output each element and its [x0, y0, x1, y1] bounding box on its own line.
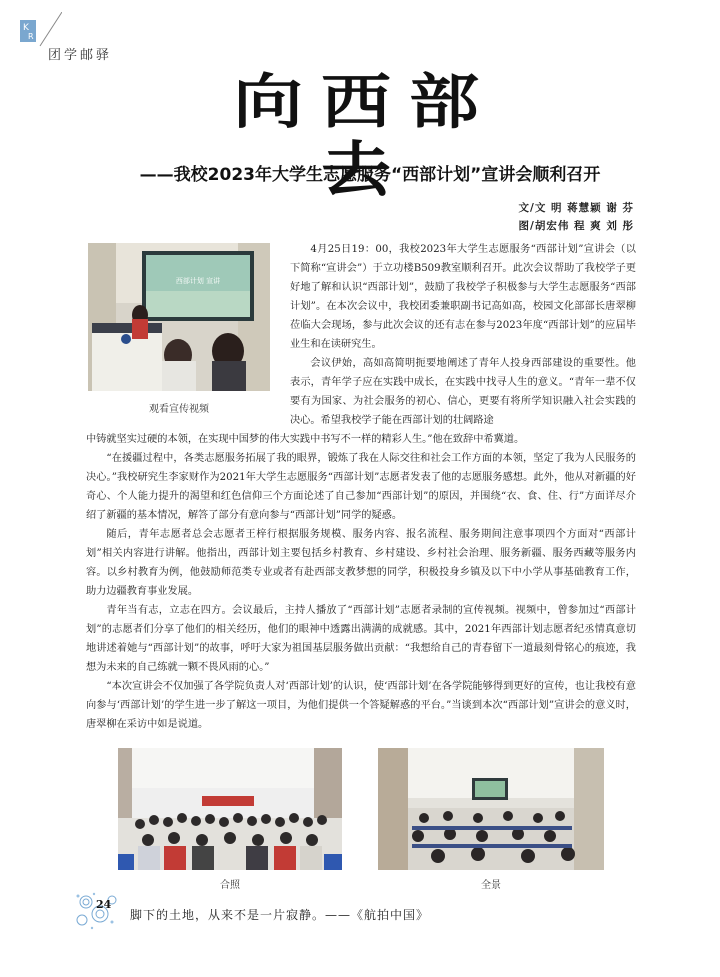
- paragraph-6: “本次宣讲会不仅加强了各学院负责人对‘西部计划’的认识，使‘西部计划’在各学院能够得到更好的宣传，也让我校有意向参与‘西部计划’的学生进一步了解这一项目，为他们提供一个答疑解惑的平台。”当谈到本次“西部计划”宣讲会的意义时，唐翠柳在采访中如是说道。: [86, 681, 636, 730]
- logo-letter-k: K: [23, 23, 29, 33]
- article-body: [86, 430, 636, 734]
- photo-group: [118, 748, 342, 870]
- caption-panorama: 全景: [481, 880, 501, 891]
- paragraph-1: 4月25日19：00，我校2023年大学生志愿服务“西部计划”宣讲会（以下简称“宣讲会”）于立功楼B509教室顺利召开。此次会议帮助了我校学子更好地了解和认识“西部计划”，鼓励了我校学子积极参与大学生志愿服务“西部计划”。在本次会议中，我校团委兼职副书记高如高，校园文化部部长唐翠柳莅临大会现场，参与此次会议的还有志在参与2023年度“西部计划”的应届毕业生和在读研究生。: [290, 244, 636, 350]
- logo-letter-r: R: [28, 32, 34, 41]
- page-title: 向西部去: [233, 66, 497, 205]
- page-number: 24: [96, 898, 112, 911]
- paragraph-2b: 中铸就坚实过硬的本领，在实现中国梦的伟大实践中书写不一样的精彩人生。”他在致辞中希冀道。: [86, 434, 525, 445]
- kr-logo-icon: [18, 12, 62, 48]
- paragraph-4: 随后，青年志愿者总会志愿者王梓行根据服务规模、服务内容、报名流程、服务期间注意事项四个方面对“西部计划”相关内容进行讲解。他指出，西部计划主要包括乡村教育、乡村建设、乡村社会治理、服务新疆、服务西藏等服务内容。以乡村教育为例，他鼓励师范类专业或者有赴西部支教梦想的同学，积极投身乡镇及以下中小学从事基础教育工作，助力边疆教育事业发展。: [86, 529, 636, 597]
- paragraph-2a: 会议伊始，高如高简明扼要地阐述了青年人投身西部建设的重要性。他表示，青年学子应在实践中成长，在实践中找寻人生的意义。“青年一辈不仅要有为国家、为社会服务的初心、信心，更要有将所学知识融入社会实践的决心。希望我校学子能在西部计划的壮阔路途: [290, 358, 636, 426]
- caption-watching-video: 观看宣传视频: [149, 404, 209, 415]
- article-column-right: [290, 240, 636, 430]
- photo-panorama: [378, 748, 604, 870]
- paragraph-3: “在援疆过程中，各类志愿服务拓展了我的眼界，锻炼了我在人际交往和社会工作方面的本领，坚定了我为人民服务的决心。”我校研究生李家财作为2021年大学生志愿服务“西部计划”志愿者发表了他的志愿服务感想。此外，他从对新疆的好奇心、个人能力提升的渴望和红色信仰三个方面论述了自己参加“西部计划”的原因，并围绕“衣、食、住、行”方面详尽介绍了新疆的基本情况，解答了部分有意向参与“西部计划”同学的疑惑。: [86, 453, 636, 521]
- section-label: 团学邮驿: [48, 48, 113, 63]
- flower-decoration-icon: [72, 890, 118, 932]
- footer-quote: 脚下的土地，从来不是一片寂静。——《航拍中国》: [130, 908, 430, 922]
- author-credit: 文/文 明 蒋慧颖 谢 芬: [518, 202, 634, 214]
- paragraph-5: 青年当有志，立志在四方。会议最后，主持人播放了“西部计划”志愿者录制的宣传视频。视频中，曾参加过“西部计划”的志愿者们分享了他们的相关经历，他们的眼神中透露出满满的成就感。其中，2021年西部计划志愿者纪丞情真意切地讲述着她与“西部计划”的故事，呼吁大家为祖国基层服务做出贡献：“我想给自己的青春留下一道最刻骨铭心的痕迹，我想为未来的自己练就一颗不畏风雨的心。”: [86, 605, 636, 673]
- photo-credit: 图/胡宏伟 程 爽 刘 彤: [518, 220, 634, 232]
- screen-text: 西部计划 宣讲: [175, 277, 221, 285]
- caption-group: 合照: [220, 880, 240, 891]
- photo-watching-video: [88, 243, 270, 391]
- page-subtitle: ——我校2023年大学生志愿服务“西部计划”宣讲会顺利召开: [139, 165, 601, 185]
